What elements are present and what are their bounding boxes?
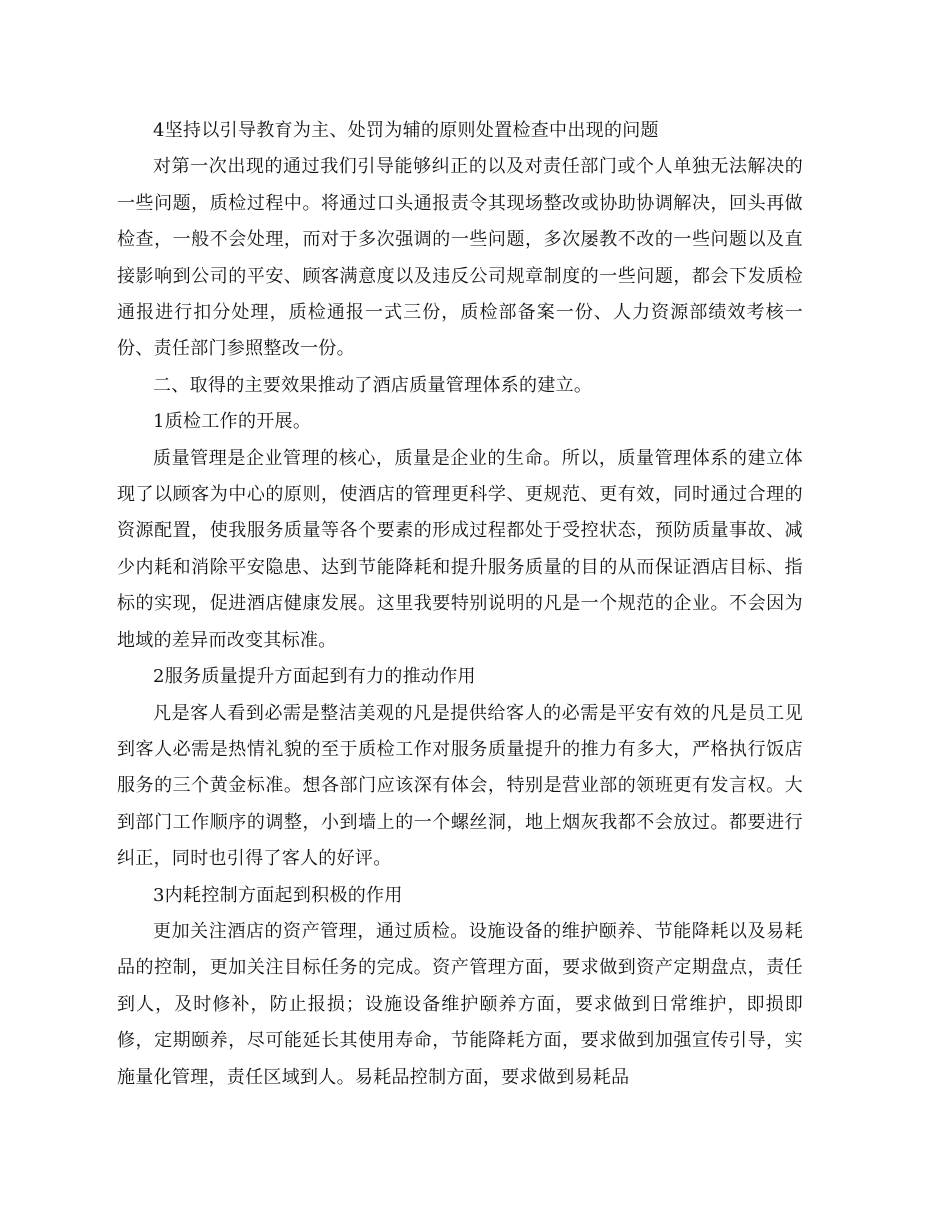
paragraph-heading-1: 1质检工作的开展。 [153,411,312,433]
document-body [117,113,803,1096]
paragraph-heading-4: 4坚持以引导教育为主、处罚为辅的原则处置检查中出现的问题 [153,120,659,141]
paragraph-body: 对第一次出现的通过我们引导能够纠正的以及对责任部门或个人单独无法解决的一些问题，质检过程中。将通过口头通报责令其现场整改或协助协调解决，回头再做检查，一般不会处理，而对于多次强调的一些问题，多次屡教不改的一些问题以及直接影响到公司的平安、顾客满意度以及违反公司规章制度的一些问题，都会下发质检通报进行扣分处理，质检通报一式三份，质检部备案一份、人力资源部绩效考核一份、责任部门参照整改一份。 [117,156,803,360]
paragraph-heading-3: 3内耗控制方面起到积极的作用 [153,884,403,906]
paragraph-body: 质量管理是企业管理的核心，质量是企业的生命。所以，质量管理体系的建立体现了以顾客为中心的原则，使酒店的管理更科学、更规范、更有效，同时通过合理的资源配置，使我服务质量等各个要素的形成过程都处于受控状态，预防质量事故、减少内耗和消除平安隐患、达到节能降耗和提升服务质量的目的从而保证酒店目标、指标的实现，促进酒店健康发展。这里我要特别说明的凡是一个规范的企业。不会因为地域的差异而改变其标准。 [117,447,803,651]
paragraph-heading-2: 2服务质量提升方面起到有力的推动作用 [153,666,476,688]
paragraph-body: 凡是客人看到必需是整洁美观的凡是提供给客人的必需是平安有效的凡是员工见到客人必需是热情礼貌的至于质检工作对服务质量提升的推力有多大，严格执行饭店服务的三个黄金标准。想各部门应该深有体会，特别是营业部的领班更有发言权。大到部门工作顺序的调整，小到墙上的一个螺丝洞，地上烟灰我都不会放过。都要进行纠正，同时也引得了客人的好评。 [117,702,803,870]
section-heading: 二、取得的主要效果推动了酒店质量管理体系的建立。 [153,374,593,396]
paragraph-body: 更加关注酒店的资产管理，通过质检。设施设备的维护颐养、节能降耗以及易耗品的控制，更加关注目标任务的完成。资产管理方面，要求做到资产定期盘点，责任到人，及时修补，防止报损；设施设备维护颐养方面，要求做到日常维护，即损即修，定期颐养，尽可能延长其使用寿命，节能降耗方面，要求做到加强宣传引导，实施量化管理，责任区域到人。易耗品控制方面，要求做到易耗品 [117,920,803,1088]
